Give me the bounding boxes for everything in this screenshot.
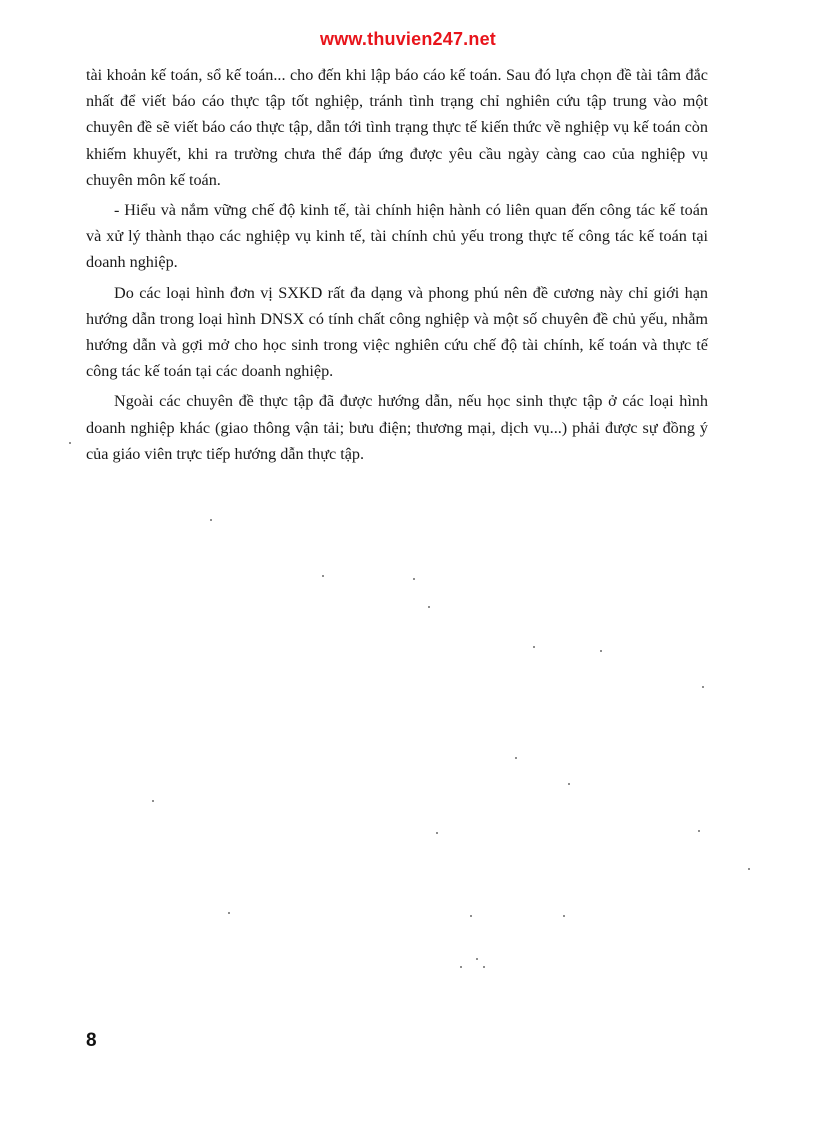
- scan-speck: [533, 646, 535, 648]
- scan-speck: [460, 966, 462, 968]
- scan-speck: [748, 868, 750, 870]
- paragraph-2: - Hiểu và nắm vững chế độ kinh tế, tài chính hiện hành có liên quan đến công tác kế toán và xử lý thành thạo các nghiệp vụ kinh tế, tài chính chủ yếu trong thực tế công tác kế toán tại doanh nghiệp.: [86, 201, 708, 272]
- scan-speck: [568, 783, 570, 785]
- scan-speck: [69, 442, 71, 444]
- scan-speck: [600, 650, 602, 652]
- scan-speck: [698, 830, 700, 832]
- scan-speck: [210, 519, 212, 521]
- paragraph-4: Ngoài các chuyên đề thực tập đã được hướng dẫn, nếu học sinh thực tập ở các loại hình doanh nghiệp khác (giao thông vận tải; bưu điện; thương mại, dịch vụ...) phải được sự đồng ý của giáo viên trực tiếp hướng dẫn thực tập.: [86, 392, 708, 463]
- page-body: [86, 62, 708, 471]
- scan-speck: [702, 686, 704, 688]
- scan-speck: [470, 915, 472, 917]
- scan-speck: [515, 757, 517, 759]
- scan-speck: [563, 915, 565, 917]
- scan-speck: [413, 578, 415, 580]
- paragraph-1: tài khoản kế toán, sổ kế toán... cho đến khi lập báo cáo kế toán. Sau đó lựa chọn đề tài tâm đắc nhất để viết báo cáo thực tập tốt nghiệp, tránh tình trạng chỉ nghiên cứu tập trung vào một chuyên đề sẽ viết báo cáo thực tập, dẫn tới tình trạng thực tế kiến thức về nghiệp vụ kế toán còn khiếm khuyết, khi ra trường chưa thể đáp ứng được yêu cầu ngày càng cao của nghiệp vụ chuyên môn kế toán.: [86, 66, 708, 189]
- scan-speck: [228, 912, 230, 914]
- scan-speck: [476, 958, 478, 960]
- scan-speck: [436, 832, 438, 834]
- scan-speck: [428, 606, 430, 608]
- watermark-url: www.thuvien247.net: [320, 29, 496, 49]
- paragraph-3: Do các loại hình đơn vị SXKD rất đa dạng và phong phú nên đề cương này chỉ giới hạn hướng dẫn trong loại hình DNSX có tính chất công nghiệp và một số chuyên đề chủ yếu, nhằm hướng dẫn và gợi mở cho học sinh trong việc nghiên cứu chế độ tài chính, kế toán và thực tế công tác kế toán tại các doanh nghiệp.: [86, 283, 708, 381]
- scan-speck: [483, 966, 485, 968]
- page-number: 8: [86, 1030, 97, 1051]
- scan-speck: [152, 800, 154, 802]
- scan-speck: [322, 575, 324, 577]
